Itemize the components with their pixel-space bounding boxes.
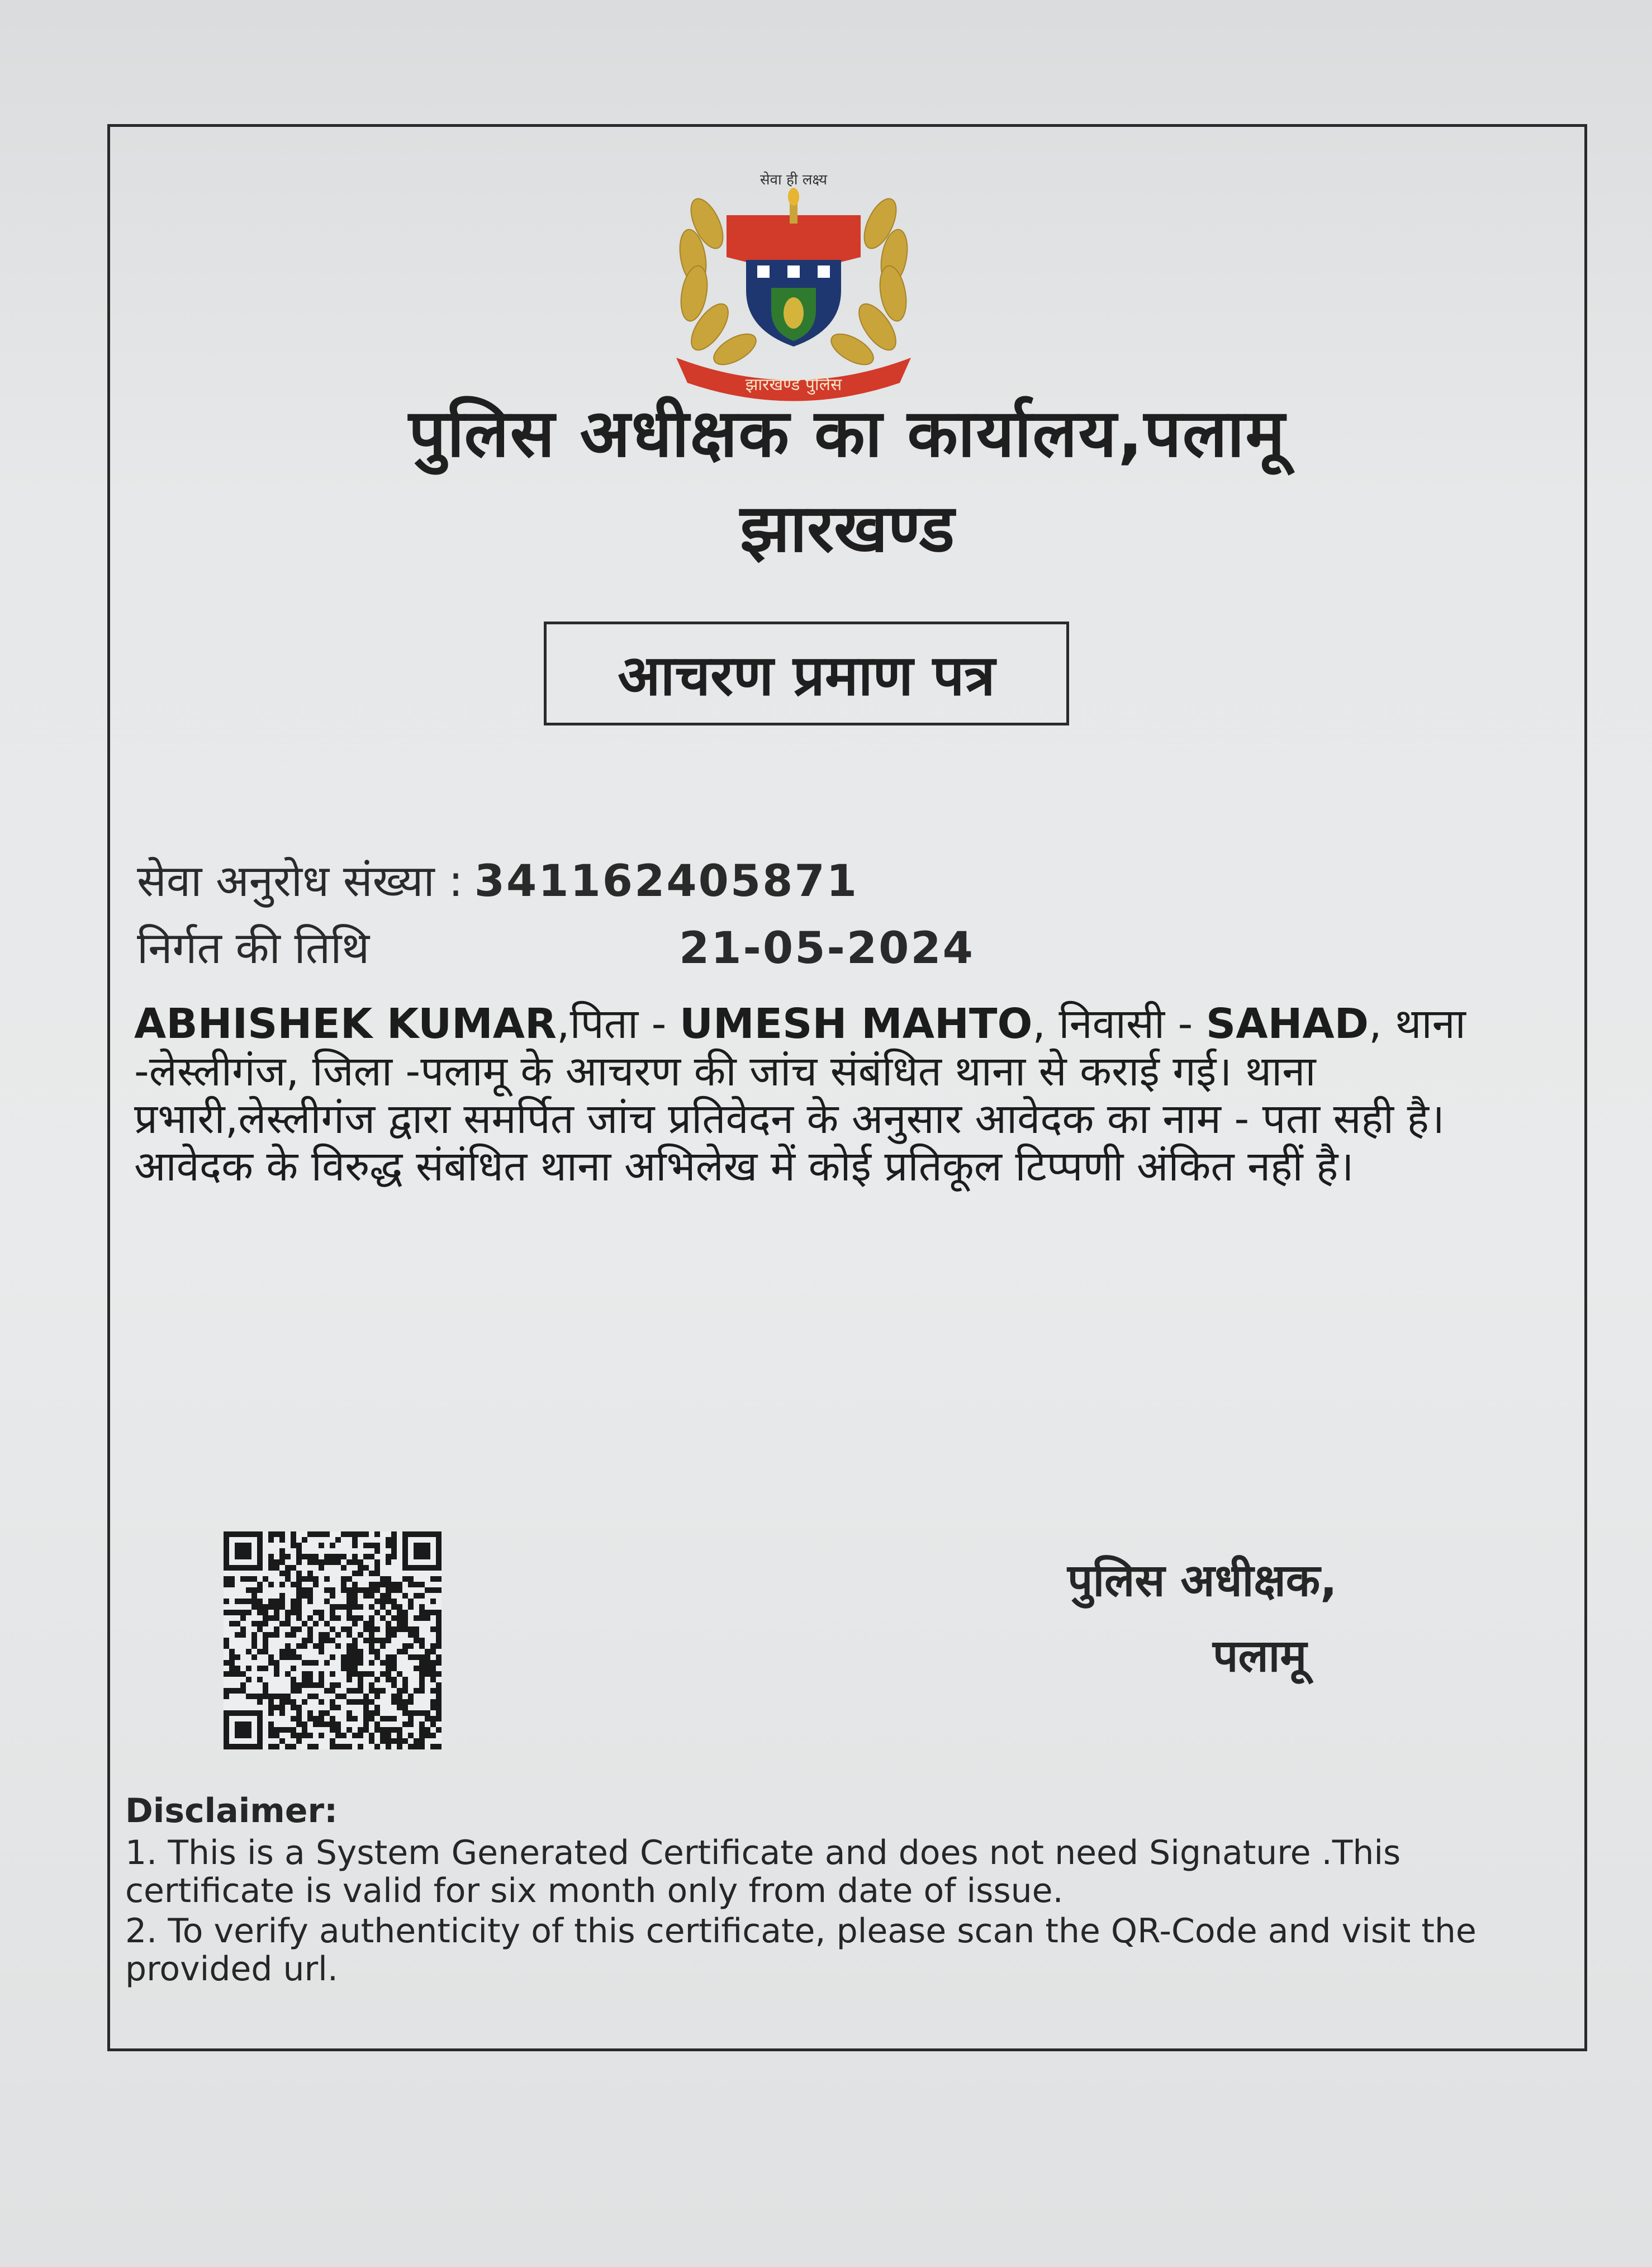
certificate-title: आचरण प्रमाण पत्र: [618, 643, 995, 708]
disclaimer-heading: Disclaimer:: [125, 1791, 338, 1830]
police-emblem-icon: [654, 162, 933, 408]
issue-date-row: [137, 917, 975, 976]
state-title: झारखण्ड: [740, 490, 955, 567]
office-title: पुलिस अधीक्षक का कार्यालय,पलामू: [409, 395, 1286, 472]
request-number-value: 341162405871: [474, 856, 858, 907]
request-number-row: [137, 850, 858, 909]
village-name: SAHAD: [1205, 1000, 1369, 1048]
svg-text:सेवा ही लक्ष्य: सेवा ही लक्ष्य: [759, 172, 828, 188]
signatory-place: पलामू: [1213, 1630, 1307, 1682]
request-number-label: सेवा अनुरोध संख्या :: [137, 856, 463, 907]
father-name: UMESH MAHTO: [679, 1000, 1033, 1048]
issue-date-label: निर्गत की तिथि: [137, 923, 370, 974]
qr-code-icon[interactable]: [224, 1531, 442, 1749]
disclaimer: [125, 1791, 1534, 1990]
disclaimer-item: 2. To verify authenticity of this certificate, please scan the QR-Code and visit the provided url.: [125, 1912, 1477, 1989]
signatory-designation: पुलिस अधीक्षक,: [1067, 1554, 1337, 1606]
applicant-name: ABHISHEK KUMAR: [134, 1000, 557, 1048]
residence-label: , निवासी -: [1032, 1000, 1206, 1048]
body-text: , थाना -लेस्लीगंज, जिला -पलामू के आचरण की जांच संबंधित थाना से कराई गई। थाना प्रभारी,लेस्लीगंज द्वारा समर्पित जांच प्रतिवेदन के अनुसार आवेदक का नाम - पता सही है। आवेदक के विरुद्ध संबंधित थाना अभिलेख में कोई प्रतिकूल टिप्पणी अंकित नहीं है।: [134, 1000, 1466, 1191]
disclaimer-item: 1. This is a System Generated Certificate and does not need Signature .This certificate is valid for six month only from date of issue.: [125, 1833, 1401, 1910]
father-label: ,पिता -: [557, 1000, 680, 1048]
certificate-body: [134, 1000, 1531, 1191]
svg-text:झारखण्ड पुलिस: झारखण्ड पुलिस: [745, 375, 842, 395]
issue-date-value: 21-05-2024: [679, 923, 975, 974]
certificate-title-box: [544, 622, 1069, 725]
